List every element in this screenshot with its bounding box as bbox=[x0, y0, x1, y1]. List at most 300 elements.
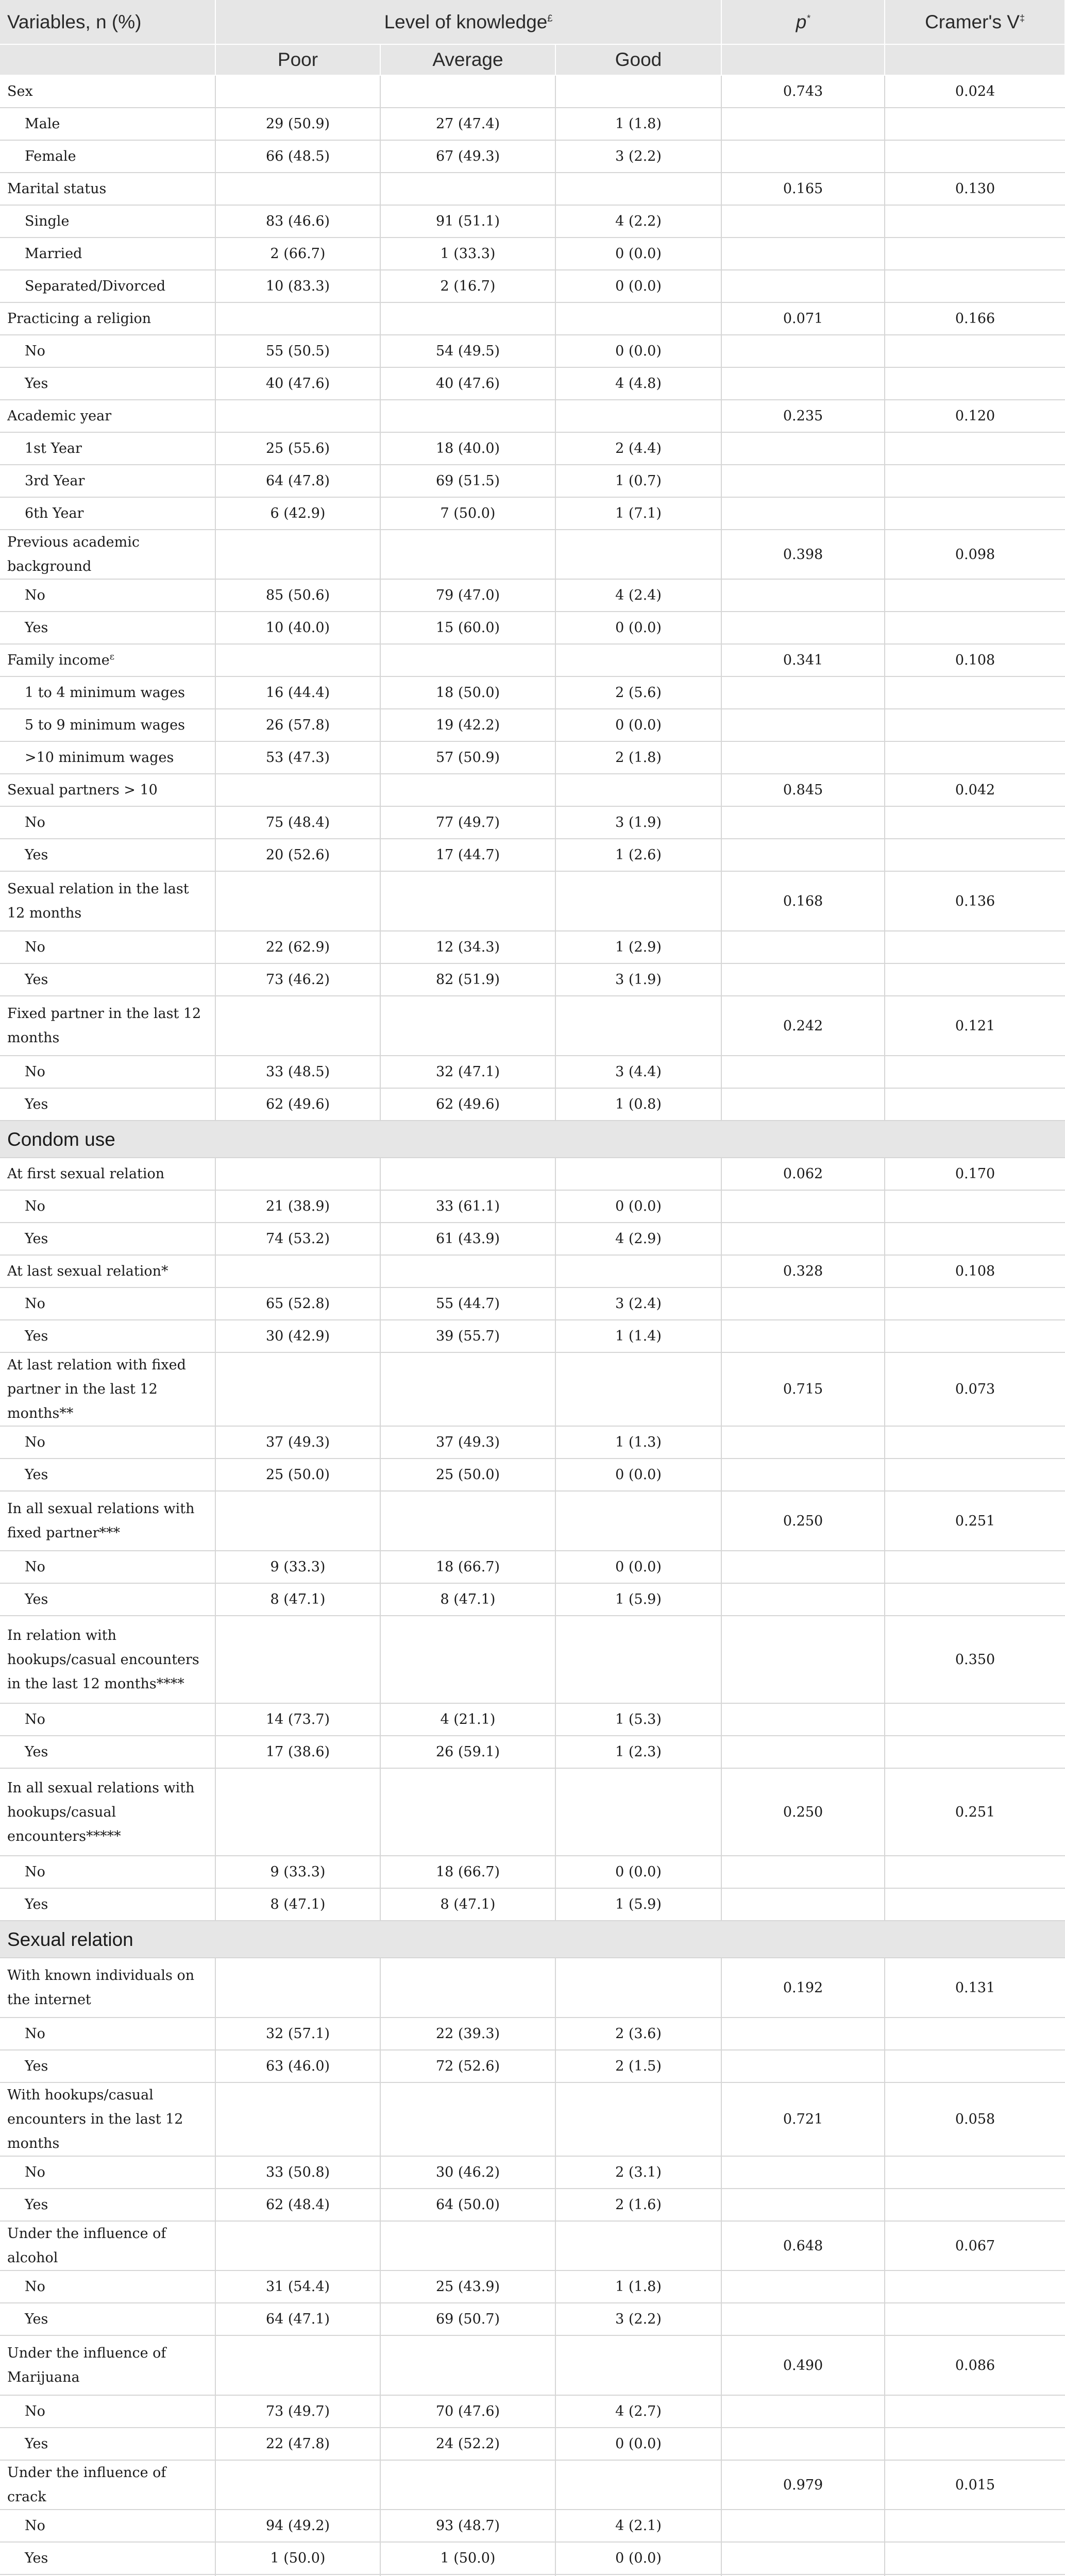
empty-cell bbox=[885, 270, 1065, 302]
category-label: Yes bbox=[0, 2189, 215, 2221]
category-row bbox=[0, 2510, 1065, 2542]
variable-row bbox=[0, 1768, 1065, 1856]
variable-label: With known individuals on the internet bbox=[0, 1958, 215, 2018]
average-cell: 7 (50.0) bbox=[380, 497, 555, 530]
empty-cell bbox=[885, 2542, 1065, 2574]
empty-cell bbox=[555, 400, 721, 432]
empty-cell bbox=[721, 1056, 885, 1088]
empty-cell bbox=[380, 644, 555, 676]
category-row bbox=[0, 2050, 1065, 2082]
empty-cell bbox=[721, 2156, 885, 2189]
variable-row bbox=[0, 2335, 1065, 2395]
section-title: Condom use bbox=[0, 1121, 1065, 1158]
category-label: Yes bbox=[0, 1320, 215, 1352]
cramer-v-cell: 0.120 bbox=[885, 400, 1065, 432]
p-value-cell: 0.648 bbox=[721, 2221, 885, 2270]
variable-label: In all sexual relations with fixed partner*** bbox=[0, 1491, 215, 1551]
good-cell: 2 (3.6) bbox=[555, 2018, 721, 2050]
empty-cell bbox=[721, 931, 885, 963]
poor-cell: 64 (47.1) bbox=[215, 2303, 380, 2335]
category-row bbox=[0, 1320, 1065, 1352]
empty-cell bbox=[721, 1426, 885, 1459]
poor-cell: 9 (33.3) bbox=[215, 1856, 380, 1888]
poor-cell: 22 (62.9) bbox=[215, 931, 380, 963]
category-row bbox=[0, 2270, 1065, 2303]
empty-cell bbox=[555, 2335, 721, 2395]
good-cell: 4 (4.8) bbox=[555, 367, 721, 400]
poor-cell: 10 (83.3) bbox=[215, 270, 380, 302]
poor-cell: 66 (48.5) bbox=[215, 140, 380, 173]
section-title: Sexual relation bbox=[0, 1921, 1065, 1958]
poor-cell: 75 (48.4) bbox=[215, 806, 380, 839]
empty-cell bbox=[215, 2221, 380, 2270]
variable-row bbox=[0, 302, 1065, 335]
empty-cell bbox=[885, 2018, 1065, 2050]
knowledge-header: Level of knowledge£ bbox=[215, 0, 721, 44]
empty-cell bbox=[885, 2189, 1065, 2221]
good-cell: 1 (1.8) bbox=[555, 2270, 721, 2303]
empty-cell bbox=[721, 2428, 885, 2460]
good-cell: 1 (1.4) bbox=[555, 1320, 721, 1352]
average-cell: 67 (49.3) bbox=[380, 140, 555, 173]
average-cell: 82 (51.9) bbox=[380, 963, 555, 996]
category-row bbox=[0, 1426, 1065, 1459]
poor-cell: 73 (49.7) bbox=[215, 2395, 380, 2428]
p-value-cell: 0.328 bbox=[721, 1255, 885, 1287]
empty-cell bbox=[721, 465, 885, 497]
variable-row bbox=[0, 774, 1065, 806]
empty-cell bbox=[721, 1459, 885, 1491]
empty-cell bbox=[721, 839, 885, 871]
average-cell: 25 (50.0) bbox=[380, 1459, 555, 1491]
category-row bbox=[0, 1856, 1065, 1888]
category-label: 1 to 4 minimum wages bbox=[0, 676, 215, 709]
poor-cell: 26 (57.8) bbox=[215, 709, 380, 741]
good-cell: 0 (0.0) bbox=[555, 2542, 721, 2574]
average-cell: 2 (16.7) bbox=[380, 270, 555, 302]
category-label: Yes bbox=[0, 612, 215, 644]
empty-cell bbox=[721, 1856, 885, 1888]
poor-cell: 2 (66.7) bbox=[215, 238, 380, 270]
category-label: Yes bbox=[0, 839, 215, 871]
empty-cell bbox=[380, 530, 555, 579]
empty-cell bbox=[885, 238, 1065, 270]
category-label: No bbox=[0, 2156, 215, 2189]
cramer-v-cell: 0.251 bbox=[885, 1491, 1065, 1551]
empty-cell bbox=[885, 1056, 1065, 1088]
variable-label: In all sexual relations with hookups/casual encounters***** bbox=[0, 1768, 215, 1856]
category-label: No bbox=[0, 1190, 215, 1223]
empty-cell bbox=[885, 1320, 1065, 1352]
cramer-v-cell: 0.108 bbox=[885, 1255, 1065, 1287]
empty-cell bbox=[555, 2221, 721, 2270]
p-value-cell: 0.490 bbox=[721, 2335, 885, 2395]
category-label: Yes bbox=[0, 1088, 215, 1121]
p-value-cell: 0.845 bbox=[721, 774, 885, 806]
empty-cell bbox=[885, 1736, 1065, 1768]
empty-cell bbox=[721, 2510, 885, 2542]
poor-cell: 16 (44.4) bbox=[215, 676, 380, 709]
empty-cell bbox=[380, 2221, 555, 2270]
good-cell: 1 (2.9) bbox=[555, 931, 721, 963]
variable-label: With hookups/casual encounters in the last 12 months bbox=[0, 2082, 215, 2156]
poor-cell: 1 (50.0) bbox=[215, 2542, 380, 2574]
category-label: Yes bbox=[0, 2542, 215, 2574]
variable-row bbox=[0, 1491, 1065, 1551]
empty-cell bbox=[885, 432, 1065, 465]
good-cell: 1 (5.9) bbox=[555, 1888, 721, 1921]
variable-row bbox=[0, 644, 1065, 676]
average-cell: 17 (44.7) bbox=[380, 839, 555, 871]
poor-cell: 64 (47.8) bbox=[215, 465, 380, 497]
good-cell: 0 (0.0) bbox=[555, 612, 721, 644]
empty-cell bbox=[885, 1459, 1065, 1491]
empty-cell bbox=[885, 140, 1065, 173]
empty-cell bbox=[885, 1223, 1065, 1255]
average-cell: 4 (21.1) bbox=[380, 1703, 555, 1736]
poor-cell: 65 (52.8) bbox=[215, 1287, 380, 1320]
empty-cell bbox=[555, 1616, 721, 1703]
average-cell: 62 (49.6) bbox=[380, 1088, 555, 1121]
category-label: 6th Year bbox=[0, 497, 215, 530]
empty-cell bbox=[215, 1958, 380, 2018]
poor-cell: 63 (46.0) bbox=[215, 2050, 380, 2082]
good-cell: 3 (2.2) bbox=[555, 140, 721, 173]
empty-cell bbox=[215, 2335, 380, 2395]
empty-cell bbox=[721, 2018, 885, 2050]
category-label: Yes bbox=[0, 1888, 215, 1921]
category-row bbox=[0, 2428, 1065, 2460]
good-cell: 1 (0.7) bbox=[555, 465, 721, 497]
category-row bbox=[0, 108, 1065, 140]
good-cell: 0 (0.0) bbox=[555, 270, 721, 302]
average-cell: 37 (49.3) bbox=[380, 1426, 555, 1459]
p-value-cell: 0.242 bbox=[721, 996, 885, 1056]
empty-cell bbox=[380, 173, 555, 205]
good-cell: 2 (1.5) bbox=[555, 2050, 721, 2082]
p-value-cell: 0.715 bbox=[721, 1352, 885, 1426]
average-cell: 54 (49.5) bbox=[380, 335, 555, 367]
category-label: Yes bbox=[0, 2050, 215, 2082]
category-label: No bbox=[0, 579, 215, 612]
empty-cell bbox=[721, 806, 885, 839]
variable-label: At first sexual relation bbox=[0, 1158, 215, 1190]
empty-cell bbox=[215, 173, 380, 205]
empty-cell bbox=[380, 2335, 555, 2395]
category-row bbox=[0, 238, 1065, 270]
average-cell: 12 (34.3) bbox=[380, 931, 555, 963]
variable-label: Under the influence of crack bbox=[0, 2460, 215, 2510]
category-row bbox=[0, 1056, 1065, 1088]
p-value-cell: 0.071 bbox=[721, 302, 885, 335]
empty-cell bbox=[885, 839, 1065, 871]
empty-cell bbox=[380, 302, 555, 335]
empty-cell bbox=[380, 1255, 555, 1287]
cramer-v-cell: 0.058 bbox=[885, 2082, 1065, 2156]
empty-cell bbox=[721, 676, 885, 709]
category-row bbox=[0, 1583, 1065, 1616]
poor-cell: 62 (48.4) bbox=[215, 2189, 380, 2221]
empty-cell bbox=[721, 205, 885, 238]
empty-cell bbox=[215, 1255, 380, 1287]
empty-cell bbox=[555, 644, 721, 676]
empty-cell bbox=[380, 400, 555, 432]
p-value-cell: 0.165 bbox=[721, 173, 885, 205]
empty-cell bbox=[380, 1158, 555, 1190]
variable-label: Under the influence of Marijuana bbox=[0, 2335, 215, 2395]
good-cell: 4 (2.2) bbox=[555, 205, 721, 238]
category-label: 1st Year bbox=[0, 432, 215, 465]
empty-cell bbox=[885, 497, 1065, 530]
section-header bbox=[0, 1921, 1065, 1958]
empty-cell bbox=[885, 205, 1065, 238]
empty-cell bbox=[885, 1190, 1065, 1223]
average-cell: 30 (46.2) bbox=[380, 2156, 555, 2189]
empty-cell bbox=[555, 1491, 721, 1551]
empty-cell bbox=[885, 108, 1065, 140]
category-row bbox=[0, 140, 1065, 173]
empty-cell bbox=[885, 709, 1065, 741]
good-cell: 0 (0.0) bbox=[555, 2428, 721, 2460]
poor-cell: 40 (47.6) bbox=[215, 367, 380, 400]
poor-cell: 94 (49.2) bbox=[215, 2510, 380, 2542]
average-cell: 8 (47.1) bbox=[380, 1583, 555, 1616]
variable-label: Practicing a religion bbox=[0, 302, 215, 335]
average-cell: 18 (40.0) bbox=[380, 432, 555, 465]
good-cell: 4 (2.4) bbox=[555, 579, 721, 612]
empty-cell bbox=[885, 806, 1065, 839]
variable-row bbox=[0, 996, 1065, 1056]
category-label: No bbox=[0, 1287, 215, 1320]
empty-cell bbox=[885, 1287, 1065, 1320]
p-value-header: p* bbox=[721, 0, 885, 44]
empty-cell bbox=[555, 1255, 721, 1287]
empty-cell bbox=[215, 2082, 380, 2156]
empty-cell bbox=[555, 774, 721, 806]
category-row bbox=[0, 1287, 1065, 1320]
empty-cell bbox=[721, 238, 885, 270]
variable-label: Marital status bbox=[0, 173, 215, 205]
variable-row bbox=[0, 1616, 1065, 1703]
poor-cell: 21 (38.9) bbox=[215, 1190, 380, 1223]
header-blank bbox=[885, 44, 1065, 75]
category-row bbox=[0, 2189, 1065, 2221]
category-row bbox=[0, 2018, 1065, 2050]
empty-cell bbox=[555, 302, 721, 335]
empty-cell bbox=[215, 996, 380, 1056]
empty-cell bbox=[380, 1616, 555, 1703]
good-cell: 3 (2.2) bbox=[555, 2303, 721, 2335]
category-row bbox=[0, 2303, 1065, 2335]
empty-cell bbox=[215, 1352, 380, 1426]
empty-cell bbox=[721, 270, 885, 302]
category-row bbox=[0, 1703, 1065, 1736]
good-cell: 0 (0.0) bbox=[555, 1190, 721, 1223]
p-value-cell: 0.250 bbox=[721, 1768, 885, 1856]
empty-cell bbox=[885, 2510, 1065, 2542]
good-cell: 0 (0.0) bbox=[555, 1459, 721, 1491]
poor-cell: 17 (38.6) bbox=[215, 1736, 380, 1768]
good-cell: 3 (4.4) bbox=[555, 1056, 721, 1088]
empty-cell bbox=[885, 1088, 1065, 1121]
average-cell: 1 (50.0) bbox=[380, 2542, 555, 2574]
variable-label: Sexual relation in the last 12 months bbox=[0, 871, 215, 931]
average-cell: 19 (42.2) bbox=[380, 709, 555, 741]
cramer-header: Cramer's V‡ bbox=[885, 0, 1065, 44]
empty-cell bbox=[885, 465, 1065, 497]
p-value-cell: 0.721 bbox=[721, 2082, 885, 2156]
category-row bbox=[0, 432, 1065, 465]
average-cell: 91 (51.1) bbox=[380, 205, 555, 238]
average-cell: 61 (43.9) bbox=[380, 1223, 555, 1255]
average-cell: 69 (51.5) bbox=[380, 465, 555, 497]
empty-cell bbox=[885, 579, 1065, 612]
category-row bbox=[0, 931, 1065, 963]
empty-cell bbox=[721, 1551, 885, 1583]
variable-row bbox=[0, 1958, 1065, 2018]
header-blank bbox=[0, 44, 215, 75]
empty-cell bbox=[721, 497, 885, 530]
good-cell: 3 (1.9) bbox=[555, 806, 721, 839]
empty-cell bbox=[555, 2460, 721, 2510]
category-label: No bbox=[0, 2395, 215, 2428]
variable-row bbox=[0, 2221, 1065, 2270]
good-cell: 1 (2.6) bbox=[555, 839, 721, 871]
empty-cell bbox=[215, 1491, 380, 1551]
category-row bbox=[0, 839, 1065, 871]
variable-label: At last relation with fixed partner in the last 12 months** bbox=[0, 1352, 215, 1426]
poor-cell: 8 (47.1) bbox=[215, 1583, 380, 1616]
category-label: No bbox=[0, 2510, 215, 2542]
average-cell: 93 (48.7) bbox=[380, 2510, 555, 2542]
average-cell: 69 (50.7) bbox=[380, 2303, 555, 2335]
average-cell: 33 (61.1) bbox=[380, 1190, 555, 1223]
average-cell: 8 (47.1) bbox=[380, 1888, 555, 1921]
category-row bbox=[0, 465, 1065, 497]
good-header: Good bbox=[555, 44, 721, 75]
category-row bbox=[0, 2395, 1065, 2428]
poor-cell: 10 (40.0) bbox=[215, 612, 380, 644]
empty-cell bbox=[721, 335, 885, 367]
empty-cell bbox=[721, 2542, 885, 2574]
empty-cell bbox=[215, 774, 380, 806]
empty-cell bbox=[721, 2395, 885, 2428]
good-cell: 1 (5.3) bbox=[555, 1703, 721, 1736]
header-blank bbox=[721, 44, 885, 75]
empty-cell bbox=[721, 1287, 885, 1320]
category-row bbox=[0, 205, 1065, 238]
category-row bbox=[0, 612, 1065, 644]
empty-cell bbox=[721, 367, 885, 400]
average-cell: 72 (52.6) bbox=[380, 2050, 555, 2082]
poor-cell: 14 (73.7) bbox=[215, 1703, 380, 1736]
p-value-cell: 0.250 bbox=[721, 1491, 885, 1551]
variable-row bbox=[0, 75, 1065, 108]
category-row bbox=[0, 335, 1065, 367]
empty-cell bbox=[721, 963, 885, 996]
average-cell: 26 (59.1) bbox=[380, 1736, 555, 1768]
variable-label: Sexual partners > 10 bbox=[0, 774, 215, 806]
category-row bbox=[0, 2542, 1065, 2574]
empty-cell bbox=[380, 871, 555, 931]
average-cell: 64 (50.0) bbox=[380, 2189, 555, 2221]
cramer-v-cell: 0.136 bbox=[885, 871, 1065, 931]
empty-cell bbox=[721, 2050, 885, 2082]
empty-cell bbox=[721, 741, 885, 774]
p-value-cell: 0.398 bbox=[721, 530, 885, 579]
empty-cell bbox=[380, 1768, 555, 1856]
p-value-cell bbox=[721, 1616, 885, 1703]
variable-label: At last sexual relation* bbox=[0, 1255, 215, 1287]
average-cell: 40 (47.6) bbox=[380, 367, 555, 400]
category-label: No bbox=[0, 1703, 215, 1736]
empty-cell bbox=[555, 75, 721, 108]
cramer-v-cell: 0.251 bbox=[885, 1768, 1065, 1856]
cramer-v-cell: 0.098 bbox=[885, 530, 1065, 579]
empty-cell bbox=[721, 1888, 885, 1921]
empty-cell bbox=[721, 108, 885, 140]
poor-cell: 25 (50.0) bbox=[215, 1459, 380, 1491]
empty-cell bbox=[885, 1888, 1065, 1921]
empty-cell bbox=[721, 612, 885, 644]
empty-cell bbox=[380, 996, 555, 1056]
average-cell: 55 (44.7) bbox=[380, 1287, 555, 1320]
category-row bbox=[0, 1888, 1065, 1921]
good-cell: 4 (2.9) bbox=[555, 1223, 721, 1255]
empty-cell bbox=[555, 1958, 721, 2018]
variable-row bbox=[0, 400, 1065, 432]
empty-cell bbox=[721, 2189, 885, 2221]
poor-cell: 30 (42.9) bbox=[215, 1320, 380, 1352]
category-label: No bbox=[0, 1426, 215, 1459]
variable-row bbox=[0, 1352, 1065, 1426]
poor-cell: 33 (48.5) bbox=[215, 1056, 380, 1088]
empty-cell bbox=[885, 2270, 1065, 2303]
category-row bbox=[0, 497, 1065, 530]
good-cell: 0 (0.0) bbox=[555, 335, 721, 367]
category-label: No bbox=[0, 1551, 215, 1583]
category-label: Male bbox=[0, 108, 215, 140]
empty-cell bbox=[555, 1352, 721, 1426]
good-cell: 2 (4.4) bbox=[555, 432, 721, 465]
average-cell: 57 (50.9) bbox=[380, 741, 555, 774]
cramer-v-cell: 0.170 bbox=[885, 1158, 1065, 1190]
cramer-v-cell: 0.073 bbox=[885, 1352, 1065, 1426]
variable-label: Under the influence of alcohol bbox=[0, 2221, 215, 2270]
empty-cell bbox=[380, 1491, 555, 1551]
empty-cell bbox=[721, 709, 885, 741]
empty-cell bbox=[885, 1551, 1065, 1583]
empty-cell bbox=[721, 2303, 885, 2335]
category-label: Yes bbox=[0, 2428, 215, 2460]
category-label: Female bbox=[0, 140, 215, 173]
average-cell: 1 (33.3) bbox=[380, 238, 555, 270]
poor-header: Poor bbox=[215, 44, 380, 75]
empty-cell bbox=[885, 2428, 1065, 2460]
good-cell: 2 (1.6) bbox=[555, 2189, 721, 2221]
category-row bbox=[0, 1088, 1065, 1121]
variable-row bbox=[0, 1158, 1065, 1190]
empty-cell bbox=[885, 2156, 1065, 2189]
cramer-v-cell: 0.108 bbox=[885, 644, 1065, 676]
empty-cell bbox=[885, 676, 1065, 709]
empty-cell bbox=[380, 2460, 555, 2510]
category-label: No bbox=[0, 806, 215, 839]
p-value-cell: 0.743 bbox=[721, 75, 885, 108]
average-cell: 24 (52.2) bbox=[380, 2428, 555, 2460]
average-cell: 32 (47.1) bbox=[380, 1056, 555, 1088]
empty-cell bbox=[215, 871, 380, 931]
